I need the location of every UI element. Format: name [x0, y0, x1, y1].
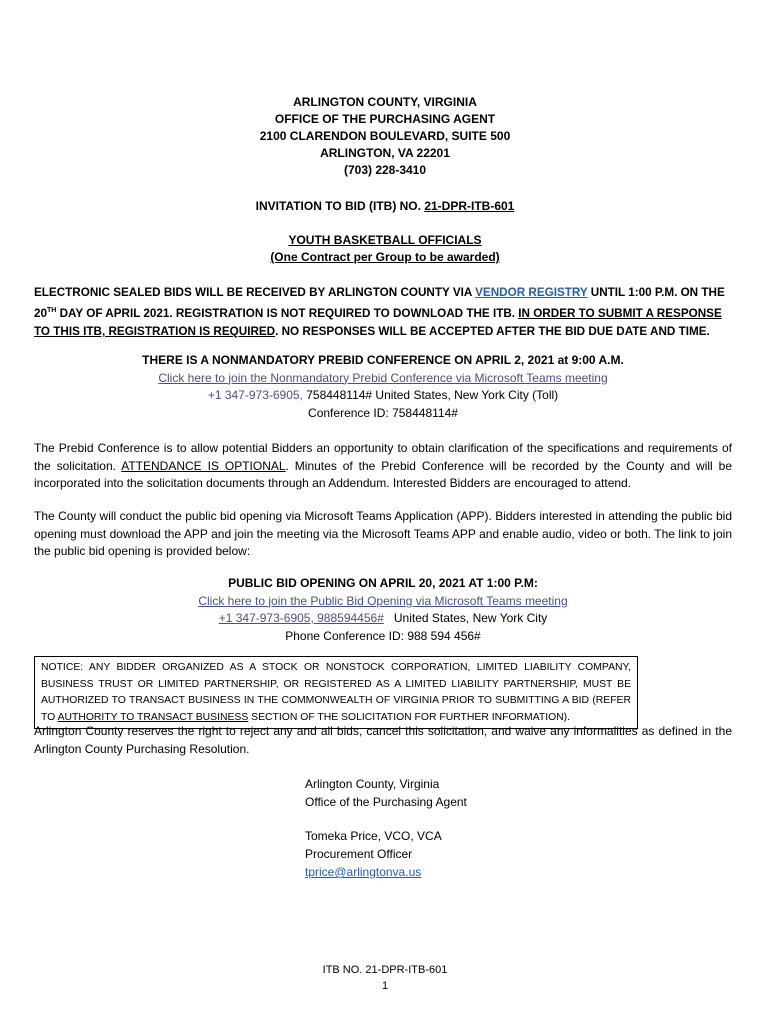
prebid-paragraph	[34, 440, 732, 493]
page-footer	[0, 962, 770, 994]
public-opening-teams-link[interactable]: Click here to join the Public Bid Opening via Microsoft Teams meeting	[198, 593, 568, 608]
public-opening-section	[34, 575, 732, 645]
prebid-paragraph-text-2: . Minutes of the Prebid Conference will be recorded by the County and will be incorporated into the solicitation documents through an Addendum. Interested Bidders are encouraged to attend.	[34, 458, 732, 490]
prebid-teams-link[interactable]: Click here to join the Nonmandatory Prebid Conference via Microsoft Teams meeting	[158, 370, 608, 385]
bids-notice-text-4: . NO RESPONSES WILL BE ACCEPTED AFTER THE BID DUE DATE AND TIME.	[275, 325, 710, 338]
public-opening-phone-link[interactable]: +1 347-973-6905, 988594456#	[218, 611, 384, 625]
public-opening-conference-id: Phone Conference ID: 988 594 456#	[285, 628, 481, 643]
bids-notice-text-2: UNTIL 1:00 P.M. ON THE 20	[34, 286, 725, 320]
agency-header	[0, 94, 770, 179]
prebid-phone-rest: 758448114# United States, New York City (Toll)	[302, 388, 559, 402]
header-line-3: 2100 CLARENDON BOULEVARD, SUITE 500	[259, 129, 511, 143]
prebid-section	[34, 352, 732, 422]
page-number: 1	[381, 980, 389, 992]
attendance-optional: ATTENDANCE IS OPTIONAL	[121, 458, 286, 473]
bids-notice-text-3: DAY OF APRIL 2021. REGISTRATION IS NOT REQUIRED TO DOWNLOAD THE ITB.	[56, 307, 519, 320]
itb-prefix: INVITATION TO BID (ITB) NO.	[255, 199, 425, 213]
bids-notice	[34, 284, 732, 341]
project-title: YOUTH BASKETBALL OFFICIALS	[288, 233, 482, 247]
public-opening-phone-rest: United States, New York City	[383, 611, 548, 625]
project-subtitle: (One Contract per Group to be awarded)	[270, 250, 500, 264]
signature-title: Procurement Officer	[305, 847, 413, 861]
signature-block	[305, 775, 467, 881]
header-line-1: ARLINGTON COUNTY, VIRGINIA	[293, 95, 477, 109]
footer-itb-number: ITB NO. 21-DPR-ITB-601	[322, 964, 448, 976]
header-line-5: (703) 228-3410	[343, 163, 427, 177]
authority-notice-box	[34, 656, 638, 729]
itb-number: 21-DPR-ITB-601	[424, 199, 515, 213]
bids-notice-sup: TH	[47, 307, 57, 314]
header-line-4: ARLINGTON, VA 22201	[320, 146, 450, 160]
bid-opening-paragraph: The County will conduct the public bid opening via Microsoft Teams Application (APP). Bidders interested in attending the public bid opening must download the APP and join the meeting via the Microsoft Teams APP and enable audio, video or both. The link to join the public bid opening is provided below:	[34, 509, 732, 558]
project-title-block	[0, 232, 770, 266]
prebid-paragraph-text-1: The Prebid Conference is to allow potential Bidders an opportunity to obtain clarification of the specifications and requirements of the solicitation.	[34, 441, 732, 473]
notice-underlined: AUTHORITY TO TRANSACT BUSINESS	[57, 711, 249, 723]
notice-text-2: SECTION OF THE SOLICITATION FOR FURTHER INFORMATION).	[248, 711, 571, 723]
signature-org: Arlington County, Virginia	[305, 777, 440, 791]
bids-notice-text-1: ELECTRONIC SEALED BIDS WILL BE RECEIVED BY ARLINGTON COUNTY VIA	[34, 286, 476, 299]
prebid-conference-id: Conference ID: 758448114#	[308, 405, 458, 420]
signature-office: Office of the Purchasing Agent	[305, 795, 467, 809]
vendor-registry-link[interactable]: VENDOR REGISTRY	[475, 286, 588, 299]
prebid-heading: THERE IS A NONMANDATORY PREBID CONFERENCE ON APRIL 2, 2021 at 9:00 A.M.	[142, 353, 624, 367]
prebid-phone-link[interactable]: +1 347-973-6905,	[207, 388, 303, 402]
bids-notice-underlined: IN ORDER TO SUBMIT A RESPONSE TO THIS ITB, REGISTRATION IS REQUIRED	[34, 307, 722, 338]
signature-name: Tomeka Price, VCO, VCA	[305, 829, 442, 843]
header-line-2: OFFICE OF THE PURCHASING AGENT	[274, 112, 496, 126]
itb-title	[0, 198, 770, 215]
rights-paragraph: Arlington County reserves the right to reject any and all bids, cancel this solicitation, and waive any informalities as defined in the Arlington County Purchasing Resolution.	[34, 724, 732, 756]
notice-text-1: NOTICE: ANY BIDDER ORGANIZED AS A STOCK OR NONSTOCK CORPORATION, LIMITED LIABILITY COMPANY, BUSINESS TRUST OR LIMITED PARTNERSHIP, OR REGISTERED AS A LIMITED LIABILITY PARTNERSHIP, MUST BE AUTHORIZED TO TRANSACT BUSINESS IN THE COMMONWEALTH OF VIRGINIA PRIOR TO SUBMITTING A BID (REFER TO	[41, 662, 631, 723]
public-opening-heading: PUBLIC BID OPENING ON APRIL 20, 2021 AT 1:00 P.M:	[228, 576, 538, 590]
signature-email-link[interactable]: tprice@arlingtonva.us	[305, 865, 422, 879]
